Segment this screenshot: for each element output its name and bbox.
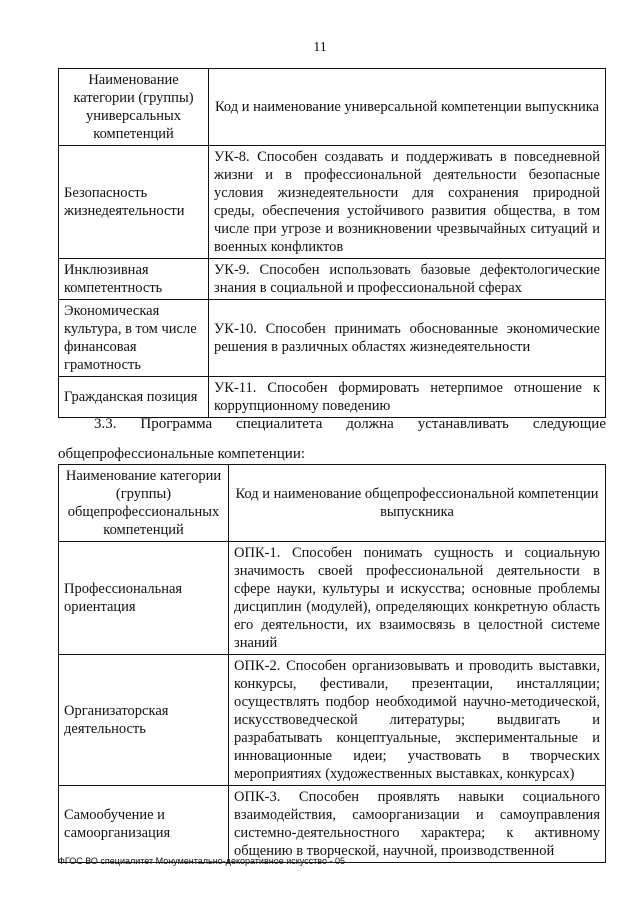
category-cell: Гражданская позиция: [59, 377, 209, 418]
table-row: [59, 300, 606, 377]
competence-cell: УК-8. Способен создавать и поддерживать в повседневной жизни и в профессиональной деятельности безопасные условия жизнедеятельности для сохранения природной среды, обеспечения устойчивого развития общества, в том числе при угрозе и возникновении чрезвычайных ситуаций и военных конфликтов: [209, 146, 606, 259]
header-competence: Код и наименование универсальной компетенции выпускника: [209, 69, 606, 146]
table-header-row: [59, 69, 606, 146]
competence-cell: УК-9. Способен использовать базовые дефектологические знания в социальной и профессиональной сферах: [209, 259, 606, 300]
universal-competencies-table: [58, 68, 606, 418]
table-row: [59, 542, 606, 655]
footer-note: ФГОС ВО специалитет Монументально-декоративное искусство - 05: [58, 856, 345, 866]
competence-cell: ОПК-3. Способен проявлять навыки социального взаимодействия, самоорганизации и самоуправления системно-деятельностного характера; к активному общению в творческой, научной, производственной: [229, 786, 606, 863]
table-row: [59, 655, 606, 786]
category-cell: Организаторская деятельность: [59, 655, 229, 786]
competence-cell: ОПК-2. Способен организовывать и проводить выставки, конкурсы, фестивали, презентации, инсталляции; осуществлять подбор необходимой научно-методической, искусствоведческой литературы; выдвигать и разрабатывать концептуальные, экспериментальные и инновационные идеи; участвовать в творческих мероприятиях (художественных выставках, конкурсах): [229, 655, 606, 786]
header-competence: Код и наименование общепрофессиональной компетенции выпускника: [229, 465, 606, 542]
section-paragraph-line1: 3.3. Программа специалитета должна устанавливать следующие: [94, 416, 606, 432]
general-professional-competencies-table: [58, 464, 606, 863]
category-cell: Инклюзивная компетентность: [59, 259, 209, 300]
header-category: Наименование категории (группы) универсальных компетенций: [59, 69, 209, 146]
category-cell: Экономическая культура, в том числе финансовая грамотность: [59, 300, 209, 377]
section-paragraph-line2: общепрофессиональные компетенции:: [58, 446, 306, 462]
category-cell: Безопасность жизнедеятельности: [59, 146, 209, 259]
category-cell: Профессиональная ориентация: [59, 542, 229, 655]
competence-cell: УК-11. Способен формировать нетерпимое отношение к коррупционному поведению: [209, 377, 606, 418]
category-cell: Самообучение и самоорганизация: [59, 786, 229, 863]
table-row: [59, 146, 606, 259]
competence-cell: УК-10. Способен принимать обоснованные экономические решения в различных областях жизнедеятельности: [209, 300, 606, 377]
table-header-row: [59, 465, 606, 542]
header-category: Наименование категории (группы) общепрофессиональных компетенций: [59, 465, 229, 542]
competence-cell: ОПК-1. Способен понимать сущность и социальную значимость своей профессиональной деятельности в сфере науки, культуры и искусства; основные проблемы дисциплин (модулей), определяющих конкретную область его деятельности, их взаимосвязь в целостной системе знаний: [229, 542, 606, 655]
page-number: 11: [313, 40, 327, 55]
table-row: [59, 259, 606, 300]
table-row: [59, 786, 606, 863]
